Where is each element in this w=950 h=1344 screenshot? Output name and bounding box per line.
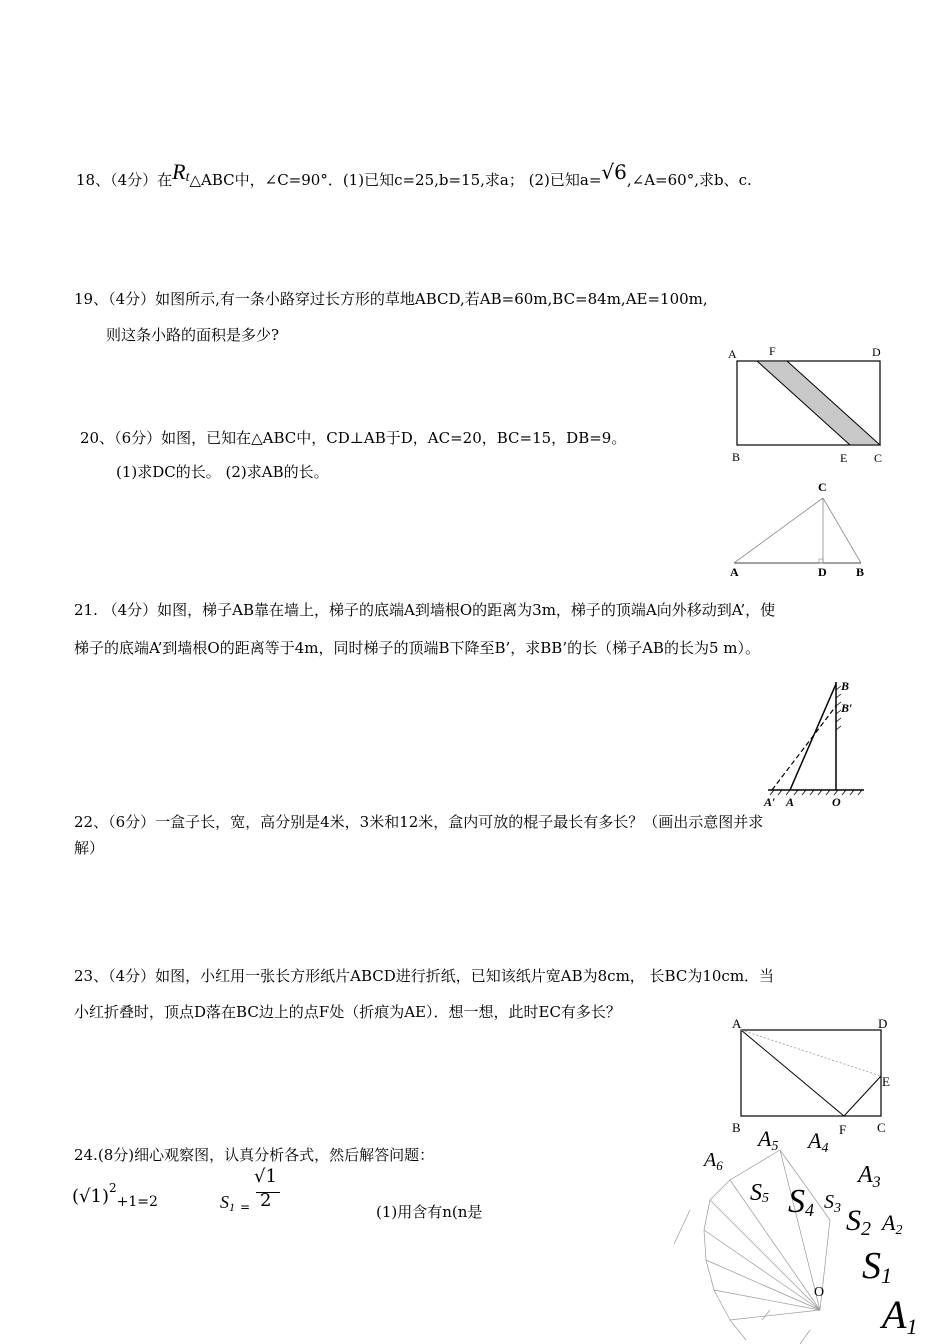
q20-label-d: D — [818, 565, 827, 579]
q23-label-b: B — [732, 1120, 741, 1135]
q21-label-b: B — [841, 679, 850, 693]
q24-label-a2: A2 — [882, 1210, 903, 1238]
q24-figure — [670, 1120, 920, 1344]
q24-frac-num: √1 — [254, 1166, 277, 1187]
q21-ladder-a2b2 — [772, 706, 836, 790]
q23-rectangle — [741, 1030, 881, 1116]
q18-sqrt: √6 — [601, 160, 627, 184]
q24-s1: S1 — [220, 1192, 235, 1214]
q19-figure — [722, 340, 898, 468]
q19-label-f: F — [769, 344, 776, 358]
q24-label-a5: A5 — [758, 1126, 779, 1154]
q18-rt: Rt — [172, 159, 190, 185]
q23-label-c: C — [877, 1120, 886, 1135]
q20-line1: 20、（6分）如图，已知在△ABC中，CD⊥AB于D，AC=20，BC=15，DB=9。 — [80, 429, 627, 447]
q21-label-a-prime: A′ — [764, 795, 776, 809]
q24-frac-den: 2 — [260, 1190, 272, 1211]
q23-label-e: E — [882, 1074, 890, 1089]
q24-label-a4: A4 — [808, 1128, 829, 1156]
q20-side-ac — [734, 498, 823, 563]
q20-label-b: B — [856, 565, 865, 579]
q19-line2: 则这条小路的面积是多少? — [106, 326, 280, 344]
q24-label-s5: S5 — [750, 1180, 769, 1206]
q21-label-a: A — [786, 795, 795, 809]
q19-label-a: A — [728, 347, 737, 361]
q24-formula — [72, 1181, 158, 1210]
q24-part1: (1)用含有n(n是 — [376, 1203, 483, 1221]
q21-line1: 21. （4分）如图，梯子AB靠在墙上，梯子的底端A到墙根O的距离为3m，梯子的顶端A向外移动到A’，使 — [74, 601, 776, 619]
q18-mid: △ABC中，∠C=90°．(1)已知c=25,b=15,求a； (2)已知a= — [189, 171, 602, 189]
q24-label-s2: S2 — [846, 1204, 871, 1240]
q21-figure — [760, 676, 870, 810]
q18-text — [76, 159, 752, 192]
q24-label-a6: $A_6$ — [704, 1149, 723, 1173]
q24-formula-exp: 2 — [108, 1181, 117, 1195]
q18-suffix: ,∠A=60°,求b、c. — [626, 171, 752, 189]
q18-prefix: 18、（4分）在 — [76, 171, 173, 189]
q21-line2: 梯子的底端A’到墙根O的距离等于4m，同时梯子的顶端B下降至B’，求BB’的长（梯子AB的长为5 m）。 — [74, 639, 760, 657]
q24-label-a3: $A_3$ — [858, 1162, 881, 1191]
q23-line1: 23、（4分）如图，小红用一张长方形纸片ABCD进行折纸，已知该纸片宽AB为8cm， 长BC为10cm．当 — [74, 967, 775, 985]
q24-s1-eq: = — [240, 1200, 251, 1214]
q24-formula-plus: +1=2 — [116, 1194, 158, 1210]
q19-label-d: D — [872, 345, 881, 359]
q20-line2: (1)求DC的长。 (2)求AB的长。 — [116, 463, 329, 481]
q23-label-f: F — [839, 1122, 847, 1137]
q19-label-e: E — [840, 451, 848, 465]
q21-label-o: O — [832, 795, 841, 809]
q23-line-fe — [844, 1076, 881, 1116]
q24-label-s1: S1 — [862, 1245, 892, 1288]
q23-label-a: A — [732, 1016, 742, 1031]
q23-line2: 小红折叠时，顶点D落在BC边上的点F处（折痕为AE）．想一想，此时EC有多长？ — [74, 1003, 621, 1021]
q24-line1: 24.(8分)细心观察图，认真分析各式，然后解答问题： — [74, 1146, 435, 1164]
q19-path-shaded — [757, 361, 880, 445]
q19-label-c: C — [874, 451, 883, 465]
q20-label-a: A — [730, 565, 739, 579]
q20-figure — [726, 478, 876, 582]
q24-label-a1: A1 — [882, 1292, 918, 1339]
q21-label-b-prime: B′ — [841, 701, 853, 715]
q24-formula-base: (√1) — [72, 1186, 109, 1207]
q19-label-b: B — [732, 450, 741, 464]
q20-side-bc — [823, 498, 861, 563]
q20-right-angle-mark — [819, 559, 823, 563]
q23-label-d: D — [878, 1016, 888, 1031]
q20-label-c: C — [818, 480, 827, 494]
q24-label-s4: S4 — [788, 1183, 814, 1220]
q24-label-s3: $S_3$ — [824, 1191, 841, 1216]
q19-line1: 19、（4分）如图所示,有一条小路穿过长方形的草地ABCD,若AB=60m,BC=84m,AE=100m, — [74, 290, 708, 308]
q24-label-o: O — [814, 1285, 825, 1300]
q22-line2: 解） — [74, 839, 105, 857]
q23-line-af — [741, 1030, 844, 1116]
q22-line1: 22、（6分）一盒子长，宽，高分别是4米，3米和12米，盒内可放的棍子最长有多长？（画出示意图并求 — [74, 813, 764, 831]
q23-crease-ae — [741, 1030, 881, 1076]
